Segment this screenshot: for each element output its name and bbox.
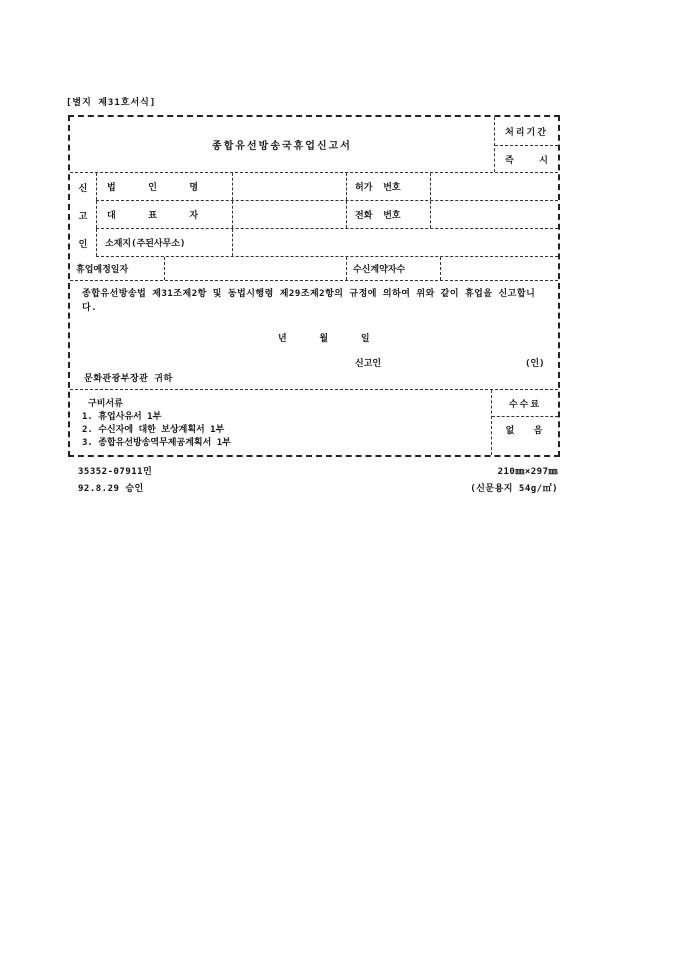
documents-section bbox=[70, 389, 558, 455]
seal-mark: (인) bbox=[525, 359, 545, 369]
subscribers-value[interactable] bbox=[440, 257, 558, 280]
processing-period-value bbox=[495, 145, 558, 173]
representative-label-text: 대 표 자 bbox=[107, 211, 199, 221]
corp-name-label bbox=[96, 173, 232, 200]
paper-size: 210㎜×297㎜ bbox=[497, 467, 558, 477]
date-year: 년 bbox=[278, 334, 287, 344]
address-value[interactable] bbox=[232, 229, 558, 256]
applicant-side-char: 고 bbox=[78, 211, 88, 222]
address-label: 소재지(주된사무소) bbox=[96, 229, 232, 256]
processing-period-label: 처리기간 bbox=[495, 117, 558, 146]
permit-number-value[interactable] bbox=[430, 173, 558, 200]
fee-value: 없 음 bbox=[505, 425, 545, 436]
representative-value[interactable] bbox=[232, 201, 346, 228]
recipient-line: 문화관광부장관 귀하 bbox=[84, 374, 173, 384]
document-item: 2. 수신자에 대한 보상계획서 1부 bbox=[82, 425, 225, 435]
date-day: 일 bbox=[360, 334, 370, 344]
document-item: 3. 종합유선방송역무제공계획서 1부 bbox=[82, 438, 231, 448]
suspension-date-label: 휴업예정일자 bbox=[76, 265, 129, 275]
permit-number-label-text: 허가 번호 bbox=[355, 183, 401, 193]
corp-name-row bbox=[96, 173, 558, 201]
suspension-date-value[interactable] bbox=[164, 257, 346, 280]
report-form bbox=[68, 115, 560, 457]
form-label: [별지 제31호서식] bbox=[66, 98, 157, 108]
representative-label bbox=[96, 201, 232, 228]
permit-number-label bbox=[346, 173, 430, 200]
applicant-side-char: 신 bbox=[78, 183, 88, 194]
applicant-side-char: 인 bbox=[78, 239, 88, 250]
declaration-text: 종합유선방송법 제31조제2항 및 동법시행령 제29조제2항의 규정에 의하여 위와 같이 휴업을 신고합니다. bbox=[82, 289, 536, 313]
representative-row bbox=[96, 201, 558, 229]
processing-period-value-right: 시 bbox=[539, 155, 550, 166]
documents-heading: 구비서류 bbox=[88, 399, 123, 409]
form-title: 종합유선방송국휴업신고서 bbox=[212, 141, 352, 152]
corp-name-value[interactable] bbox=[232, 173, 346, 200]
date-line bbox=[278, 331, 370, 344]
title-row bbox=[70, 117, 558, 173]
paper-type: (신문용지 54g/㎡) bbox=[470, 484, 558, 494]
date-month: 월 bbox=[319, 334, 329, 344]
form-code: 35352-07911민 bbox=[78, 467, 153, 477]
document-item: 1. 휴업사유서 1부 bbox=[82, 412, 162, 422]
phone-number-label-text: 전화 번호 bbox=[355, 211, 401, 221]
subscribers-label: 수신계약자수 bbox=[346, 257, 440, 280]
processing-period-cell bbox=[494, 117, 558, 172]
phone-number-value[interactable] bbox=[430, 201, 558, 228]
phone-number-label bbox=[346, 201, 430, 228]
address-row bbox=[96, 229, 558, 257]
applicant-side-label bbox=[70, 173, 96, 257]
suspension-row bbox=[70, 257, 558, 281]
corp-name-label-text: 법 인 명 bbox=[107, 183, 199, 193]
approval-date: 92.8.29 승인 bbox=[78, 484, 144, 494]
fee-cell bbox=[491, 390, 558, 455]
applicant-label: 신고인 bbox=[355, 359, 382, 369]
fee-label: 수수료 bbox=[492, 390, 558, 417]
processing-period-value-left: 즉 bbox=[505, 155, 516, 166]
required-documents bbox=[82, 398, 231, 450]
